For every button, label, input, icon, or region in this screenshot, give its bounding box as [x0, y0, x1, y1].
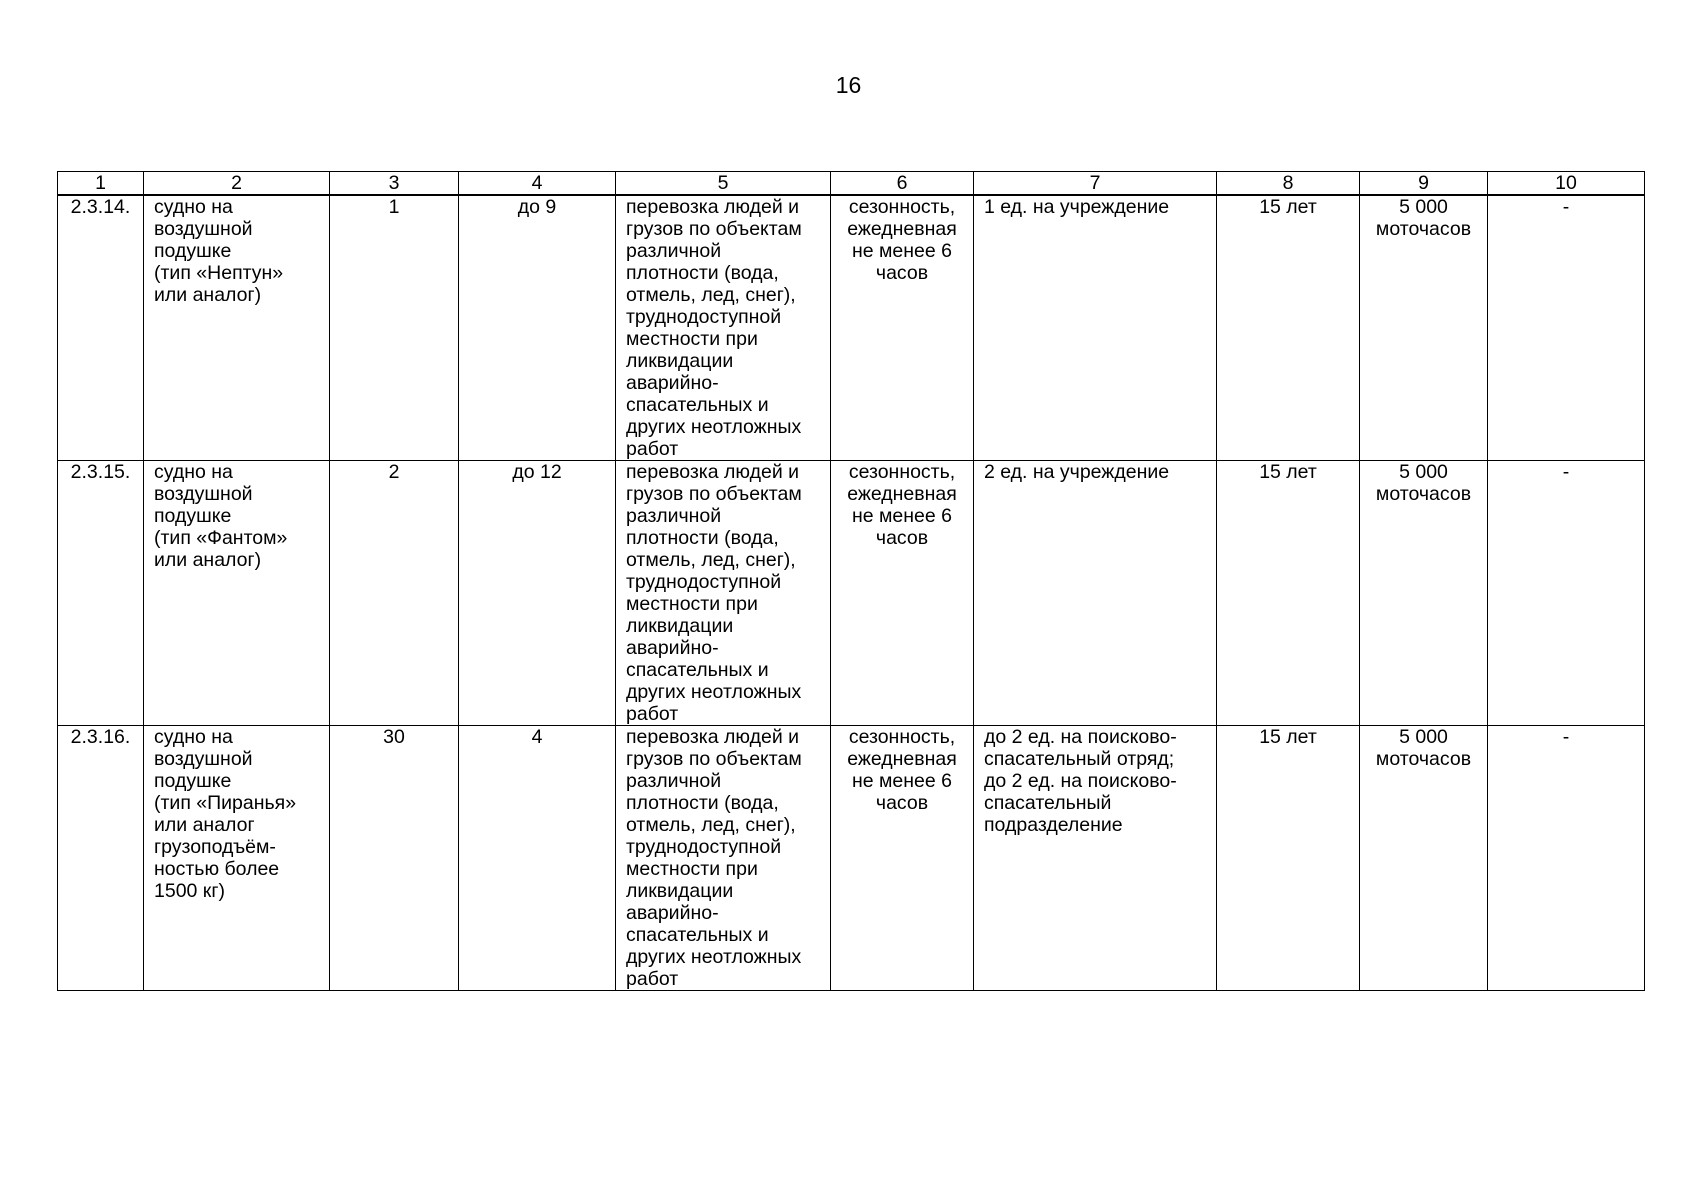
col4-cell: 4	[459, 726, 616, 991]
table-row	[58, 461, 1645, 726]
table-header-row	[58, 172, 1645, 196]
col4-cell: до 12	[459, 461, 616, 726]
norm-cell: 2 ед. на учреждение	[974, 461, 1217, 726]
page-number: 16	[835, 72, 862, 98]
column-header: 9	[1360, 172, 1488, 196]
table-row	[58, 195, 1645, 461]
col3-cell: 30	[330, 726, 459, 991]
resource-cell: 5 000 моточасов	[1360, 461, 1488, 726]
norm-cell: до 2 ед. на поисково- спасательный отряд; до 2 ед. на поисково- спасательный подразделение	[974, 726, 1217, 991]
norm-cell: 1 ед. на учреждение	[974, 195, 1217, 461]
service-life-cell: 15 лет	[1217, 461, 1360, 726]
col3-cell: 2	[330, 461, 459, 726]
column-header: 4	[459, 172, 616, 196]
table-row	[58, 726, 1645, 991]
column-header: 7	[974, 172, 1217, 196]
service-life-cell: 15 лет	[1217, 726, 1360, 991]
note-cell: -	[1488, 461, 1645, 726]
usage-mode-cell: сезонность, ежедневная не менее 6 часов	[831, 726, 974, 991]
usage-mode-cell: сезонность, ежедневная не менее 6 часов	[831, 195, 974, 461]
col3-cell: 1	[330, 195, 459, 461]
resource-cell: 5 000 моточасов	[1360, 726, 1488, 991]
column-header: 1	[58, 172, 144, 196]
column-header: 6	[831, 172, 974, 196]
item-name-cell: судно на воздушной подушке (тип «Пиранья» или аналог грузоподъём- ностью более 1500 кг)	[144, 726, 330, 991]
column-header: 3	[330, 172, 459, 196]
item-number-cell: 2.3.16.	[58, 726, 144, 991]
item-number-cell: 2.3.15.	[58, 461, 144, 726]
item-name-cell: судно на воздушной подушке (тип «Фантом» или аналог)	[144, 461, 330, 726]
equipment-table	[57, 171, 1645, 991]
note-cell: -	[1488, 726, 1645, 991]
note-cell: -	[1488, 195, 1645, 461]
resource-cell: 5 000 моточасов	[1360, 195, 1488, 461]
item-number-cell: 2.3.14.	[58, 195, 144, 461]
purpose-cell: перевозка людей и грузов по объектам различной плотности (вода, отмель, лед, снег), труднодоступной местности при ликвидации аварийно- спасательных и других неотложных работ	[616, 726, 831, 991]
usage-mode-cell: сезонность, ежедневная не менее 6 часов	[831, 461, 974, 726]
item-name-cell: судно на воздушной подушке (тип «Нептун» или аналог)	[144, 195, 330, 461]
column-header: 8	[1217, 172, 1360, 196]
column-header: 10	[1488, 172, 1645, 196]
service-life-cell: 15 лет	[1217, 195, 1360, 461]
purpose-cell: перевозка людей и грузов по объектам различной плотности (вода, отмель, лед, снег), труднодоступной местности при ликвидации аварийно- спасательных и других неотложных работ	[616, 461, 831, 726]
column-header: 5	[616, 172, 831, 196]
column-header: 2	[144, 172, 330, 196]
col4-cell: до 9	[459, 195, 616, 461]
purpose-cell: перевозка людей и грузов по объектам различной плотности (вода, отмель, лед, снег), труднодоступной местности при ликвидации аварийно- спасательных и других неотложных работ	[616, 195, 831, 461]
